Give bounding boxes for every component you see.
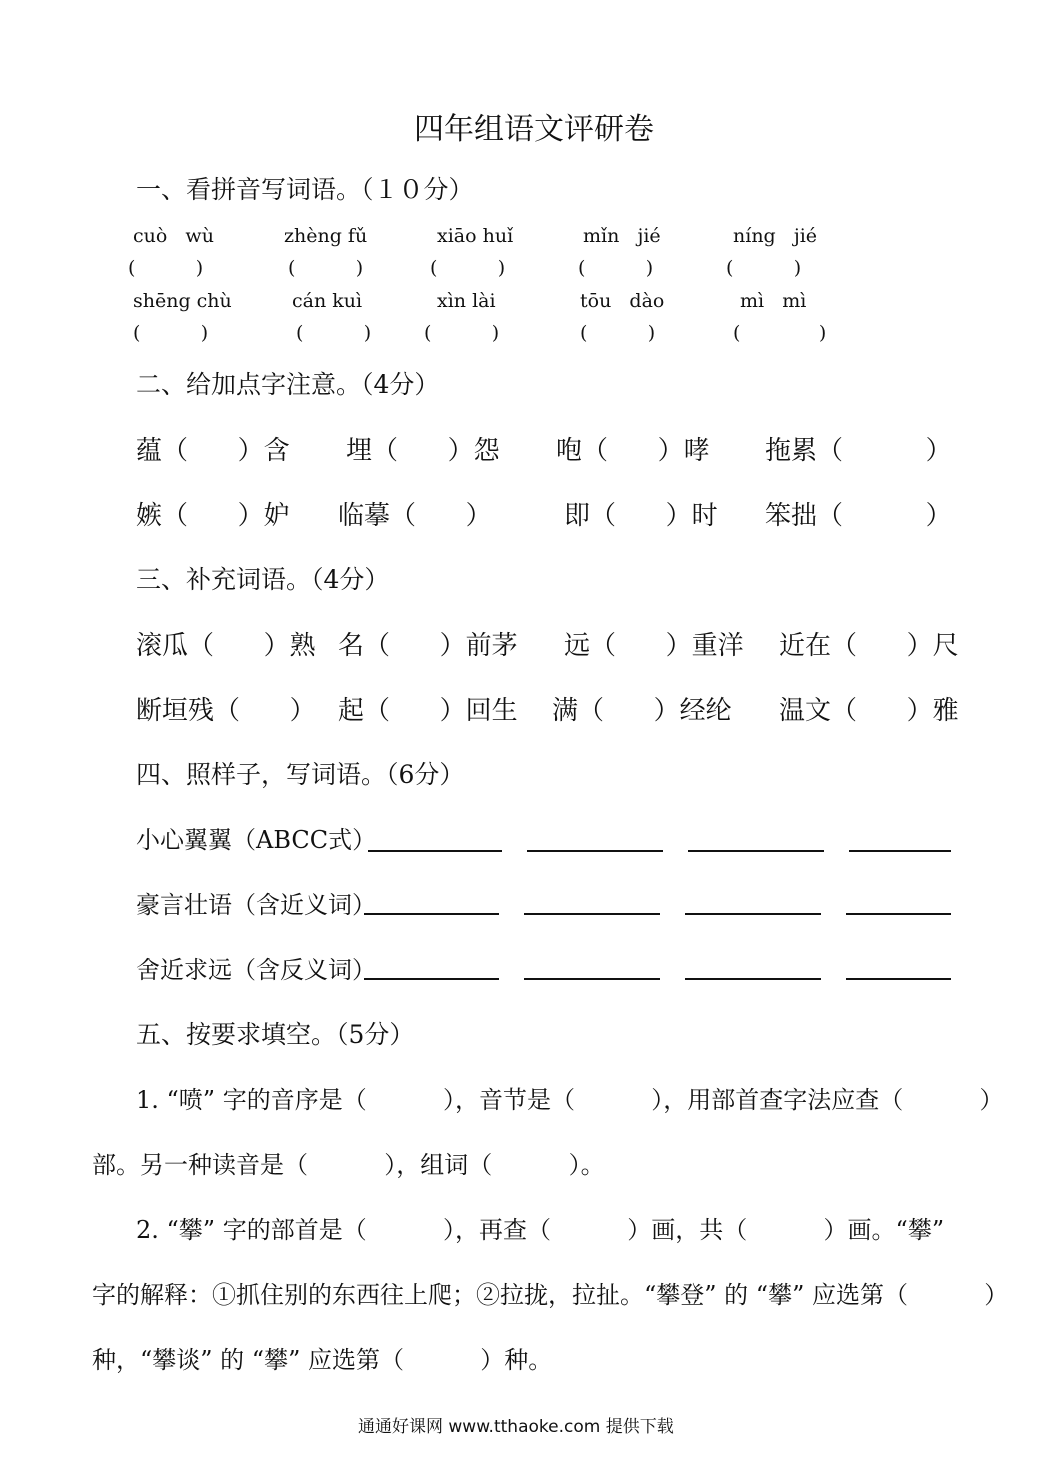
answer-blank-1-4[interactable]: ( ) — [578, 257, 654, 279]
pinyin-1-4: mǐn jié — [583, 225, 661, 247]
q4-answer-line[interactable] — [368, 850, 502, 852]
q2-item-4[interactable]: 拖累（ ） — [765, 436, 952, 466]
section-4-heading: 四、照样子，写词语。（6分） — [136, 760, 465, 789]
q4-answer-line[interactable] — [524, 913, 660, 915]
q3-item-3[interactable]: 远（ ）重洋 — [564, 631, 744, 661]
q5-item-1-line-2[interactable]: 部。另一种读音是（ ），组词（ ）。 — [92, 1151, 605, 1179]
q4-answer-line[interactable] — [685, 978, 821, 980]
q4-prompt-1: 小心翼翼（ABCC式） — [136, 826, 377, 854]
q5-item-1-line-1[interactable]: 1. “喷” 字的音序是（ ），音节是（ ），用部首查字法应查（ ） — [136, 1086, 1004, 1114]
q5-item-2-line-3[interactable]: 种，“攀谈” 的 “攀” 应选第（ ）种。 — [92, 1346, 553, 1374]
footer-text: 通通好课网 www.tthaoke.com 提供下载 — [358, 1417, 674, 1437]
q4-prompt-2: 豪言壮语（含近义词） — [136, 891, 376, 919]
section-1-heading: 一、看拼音写词语。（１０分） — [136, 175, 474, 204]
q3-item-7[interactable]: 满（ ）经纶 — [552, 696, 732, 726]
answer-blank-2-5[interactable]: ( ) — [733, 322, 827, 344]
pinyin-2-5: mì mì — [740, 290, 807, 312]
q2-item-7[interactable]: 即（ ）时 — [564, 501, 718, 531]
q2-item-3[interactable]: 咆（ ）哮 — [556, 436, 710, 466]
pinyin-2-2: cán kuì — [292, 290, 363, 312]
section-3-heading: 三、补充词语。（4分） — [136, 565, 390, 594]
section-2-heading: 二、给加点字注意。（4分） — [136, 370, 440, 399]
answer-blank-2-3[interactable]: ( ) — [424, 322, 500, 344]
pinyin-1-1: cuò wù — [133, 225, 214, 247]
q4-answer-line[interactable] — [849, 850, 951, 852]
q4-answer-line[interactable] — [688, 850, 824, 852]
q4-prompt-3: 舍近求远（含反义词） — [136, 956, 376, 984]
answer-blank-2-2[interactable]: ( ) — [296, 322, 372, 344]
q2-item-5[interactable]: 嫉（ ）妒 — [136, 501, 290, 531]
pinyin-2-4: tōu dào — [580, 290, 665, 312]
q2-item-2[interactable]: 埋（ ）怨 — [346, 436, 500, 466]
q2-item-6[interactable]: 临摹（ ） — [338, 501, 492, 531]
q2-item-1[interactable]: 蕴（ ）含 — [136, 436, 290, 466]
q4-answer-line[interactable] — [364, 978, 499, 980]
answer-blank-1-5[interactable]: ( ) — [726, 257, 802, 279]
q2-item-8[interactable]: 笨拙（ ） — [765, 501, 952, 531]
pinyin-2-3: xìn lài — [437, 290, 496, 312]
answer-blank-2-1[interactable]: ( ) — [133, 322, 209, 344]
q4-answer-line[interactable] — [527, 850, 663, 852]
pinyin-1-3: xiāo huǐ — [437, 225, 514, 247]
q4-answer-line[interactable] — [846, 913, 951, 915]
page-title: 四年组语文评研卷 — [414, 112, 654, 147]
answer-blank-2-4[interactable]: ( ) — [580, 322, 656, 344]
q3-item-1[interactable]: 滚瓜（ ）熟 — [136, 631, 316, 661]
q4-answer-line[interactable] — [685, 913, 821, 915]
q3-item-4[interactable]: 近在（ ）尺 — [779, 631, 959, 661]
q5-item-2-line-1[interactable]: 2. “攀” 字的部首是（ ），再查（ ）画，共（ ）画。“攀” — [136, 1216, 945, 1244]
q3-item-6[interactable]: 起（ ）回生 — [338, 696, 518, 726]
q4-answer-line[interactable] — [846, 978, 951, 980]
q3-item-2[interactable]: 名（ ）前茅 — [338, 631, 518, 661]
answer-blank-1-1[interactable]: ( ) — [128, 257, 204, 279]
q5-item-2-line-2[interactable]: 字的解释：①抓住别的东西往上爬；②拉拢，拉扯。“攀登” 的 “攀” 应选第（ ） — [92, 1281, 1009, 1309]
q4-answer-line[interactable] — [524, 978, 660, 980]
answer-blank-1-3[interactable]: ( ) — [430, 257, 506, 279]
q3-item-8[interactable]: 温文（ ）雅 — [779, 696, 959, 726]
section-5-heading: 五、按要求填空。（5分） — [136, 1020, 415, 1049]
q3-item-5[interactable]: 断垣残（ ） — [136, 696, 316, 726]
q4-answer-line[interactable] — [364, 913, 499, 915]
pinyin-1-2: zhèng fǔ — [284, 225, 368, 247]
pinyin-2-1: shēng chù — [133, 290, 232, 312]
pinyin-1-5: níng jié — [733, 225, 818, 247]
answer-blank-1-2[interactable]: ( ) — [288, 257, 364, 279]
